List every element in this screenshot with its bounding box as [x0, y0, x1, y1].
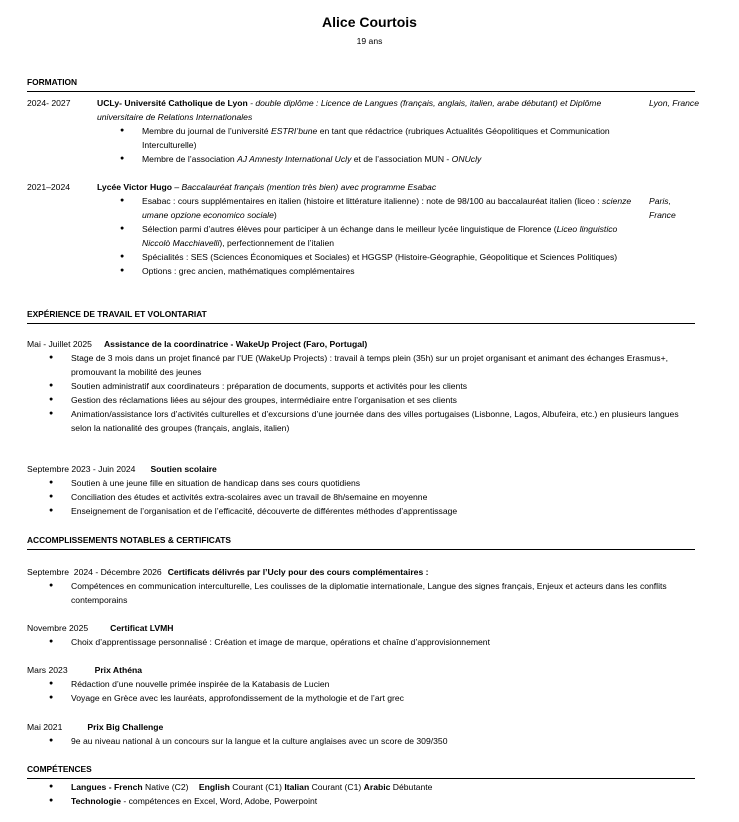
list-item: ● Enseignement de l’organisation et de l’efficacité, découverte de différentes méthodes d’apprentissage [71, 504, 691, 518]
achievement-1-bullets [71, 579, 681, 607]
list-item: ● Gestion des réclamations liées au séjour des groupes, intermédiaire entre l’organisation et ses clients [71, 393, 691, 407]
formation-2-detail: – Baccalauréat français (mention très bien) avec programme Esabac [171, 182, 437, 192]
experience-2-dates: Septembre 2023 - Juin 2024 [27, 464, 136, 474]
list-item: ● Stage de 3 mois dans un projet financé par l’UE (WakeUp Projects) : travail à temps plein (35h) sur un projet organisant et animant des échanges Erasmus+, promouvant la mobilité des jeunes [71, 351, 691, 379]
list-item: ● Esabac : cours supplémentaires en italien (histoire et littérature italienne) : note de 98/100 au baccalauréat italien (liceo : scienze umane opzione economico sociale) [142, 194, 638, 222]
formation-1-description [97, 96, 637, 124]
formation-1-detail: - double diplôme : Licence de Langues (français, anglais, italien, arabe débutant) et Diplôme universitaire de Relations Internationales [97, 98, 602, 122]
formation-2-description [97, 180, 637, 194]
experience-1-heading [27, 337, 367, 351]
achievement-4-bullets [71, 734, 681, 748]
formation-2-school: Lycée Victor Hugo [97, 182, 172, 192]
achievement-2-dates: Novembre 2025 [27, 623, 89, 633]
list-item: ● Membre de l’association AJ Amnesty International Ucly et de l’association MUN - ONUcly [142, 152, 612, 166]
achievement-4-role: Prix Big Challenge [87, 722, 164, 732]
achievement-3-bullets [71, 677, 681, 705]
list-item: ● Rédaction d’une nouvelle primée inspirée de la Katabasis de Lucien [71, 677, 681, 691]
section-achievements-title: ACCOMPLISSEMENTS NOTABLES & CERTIFICATS [27, 533, 695, 550]
achievement-1-heading [27, 565, 429, 579]
list-item: ● Spécialités : SES (Sciences Économiques et Sociales) et HGGSP (Histoire-Géographie, Géopolitique et Sciences Politiques) [142, 250, 638, 264]
achievement-4-dates: Mai 2021 [27, 722, 63, 732]
achievement-2-bullets [71, 635, 681, 649]
experience-2-bullets [71, 476, 691, 518]
skills-technology: ● Technologie - compétences en Excel, Word, Adobe, Powerpoint [71, 794, 681, 808]
skills-languages: ● Langues - French Native (C2) English Courant (C1) Italian Courant (C1) Arabic Débutante [71, 780, 681, 794]
achievement-1-role: Certificats délivrés par l’Ucly pour des cours complémentaires : [167, 567, 429, 577]
list-item: ● Compétences en communication interculturelle, Les coulisses de la diplomatie internationale, Langue des signes français, Enjeux et acteurs dans les conflits contemporains [71, 579, 681, 607]
list-item: ● Options : grec ancien, mathématiques complémentaires [142, 264, 638, 278]
achievement-2-heading [27, 621, 174, 635]
experience-1-bullets [71, 351, 691, 435]
achievement-4-heading [27, 720, 163, 734]
section-formation-title: FORMATION [27, 75, 695, 92]
section-skills-title: COMPÉTENCES [27, 762, 695, 779]
formation-1-bullets [142, 124, 612, 166]
list-item: ● Soutien administratif aux coordinateurs : préparation de documents, supports et activités pour les clients [71, 379, 691, 393]
achievement-3-role: Prix Athéna [94, 665, 143, 675]
list-item: ● Soutien à une jeune fille en situation de handicap dans ses cours quotidiens [71, 476, 691, 490]
formation-1-school: UCLy- Université Catholique de Lyon [97, 98, 248, 108]
list-item: ● Membre du journal de l’université ESTRI’bune en tant que rédactrice (rubriques Actualités Géopolitiques et Communication Interculturelle) [142, 124, 612, 152]
achievement-3-dates: Mars 2023 [27, 665, 68, 675]
list-item: ● Choix d’apprentissage personnalisé : Création et image de marque, opérations et chaîne d’approvisionnement [71, 635, 681, 649]
skills-bullets [71, 780, 681, 808]
candidate-age: 19 ans [356, 36, 383, 46]
candidate-name: Alice Courtois [322, 14, 417, 30]
list-item: ● Sélection parmi d’autres élèves pour participer à un échange dans le meilleur lycée linguistique de Florence (Liceo linguistico Niccolò Macchiavelli), perfectionnement de l’italien [142, 222, 638, 250]
section-experience-title: EXPÉRIENCE DE TRAVAIL ET VOLONTARIAT [27, 307, 695, 324]
list-item: ● 9e au niveau national à un concours sur la langue et la culture anglaises avec un score de 309/350 [71, 734, 681, 748]
formation-2-dates: 2021–2024 [27, 182, 71, 192]
achievement-1-dates: Septembre 2024 - Décembre 2026 [27, 567, 162, 577]
experience-1-dates: Mai - Juillet 2025 [27, 339, 92, 349]
experience-2-role: Soutien scolaire [150, 464, 217, 474]
achievement-3-heading [27, 663, 142, 677]
experience-2-heading [27, 462, 217, 476]
formation-2-bullets [142, 194, 638, 278]
list-item: ● Animation/assistance lors d’activités culturelles et d’excursions d’une journée dans des villes portugaises (Lisbonne, Lagos, Albufeira, etc.) en plusieurs langues selon la nationalité des groupes (français, anglais, italien) [71, 407, 691, 435]
list-item: ● Conciliation des études et activités extra-scolaires avec un travail de 8h/semaine en moyenne [71, 490, 691, 504]
list-item: ● Voyage en Grèce avec les lauréats, approfondissement de la mythologie et de l’art grec [71, 691, 681, 705]
formation-2-location: Paris, France [649, 196, 676, 220]
formation-1-dates: 2024- 2027 [27, 98, 71, 108]
formation-1-location: Lyon, France [649, 98, 700, 108]
achievement-2-role: Certificat LVMH [110, 623, 174, 633]
experience-1-role: Assistance de la coordinatrice - WakeUp Project (Faro, Portugal) [103, 339, 368, 349]
